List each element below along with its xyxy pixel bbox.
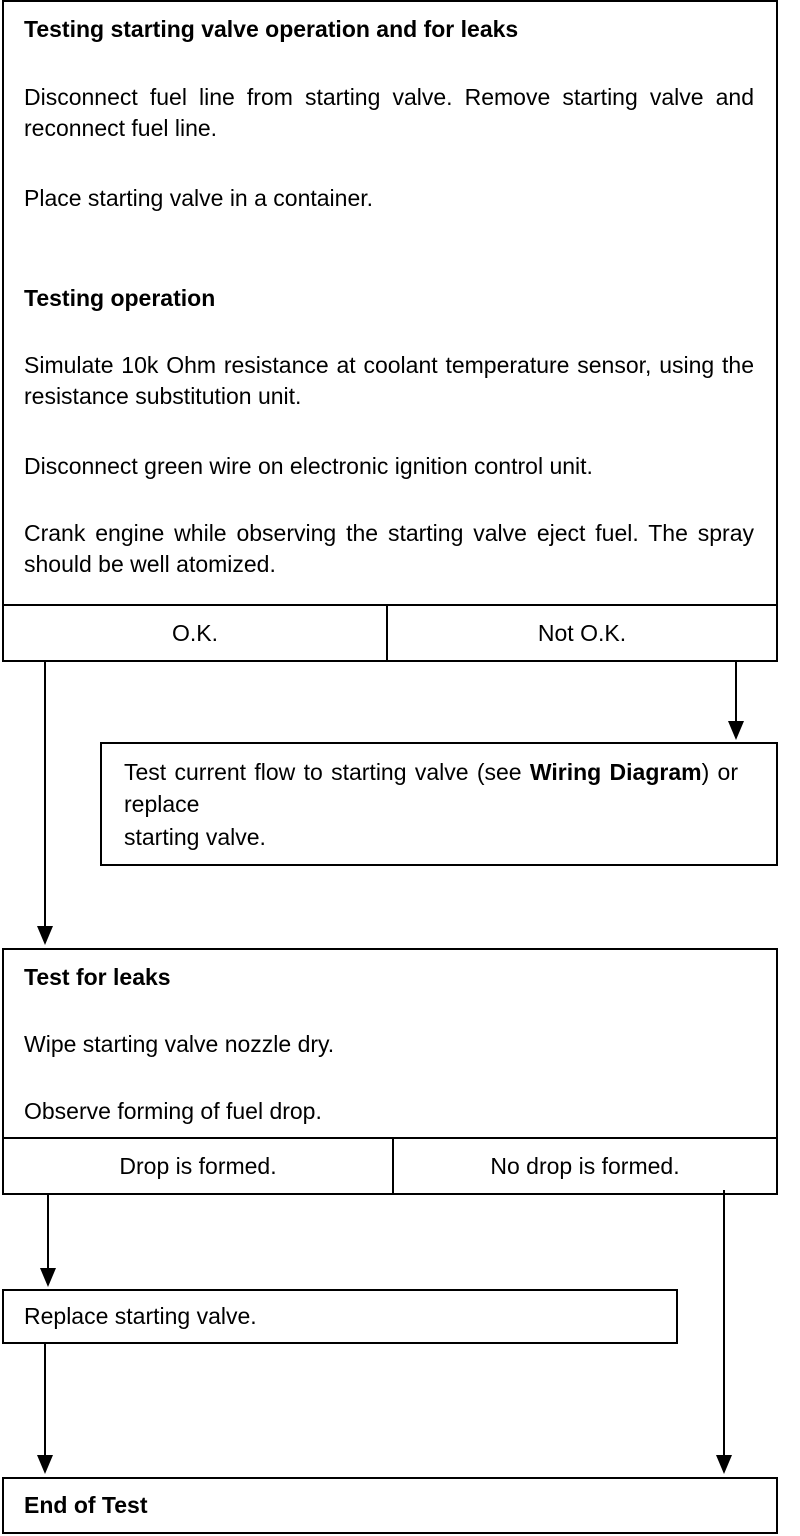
arrowhead-replace [40,1268,56,1287]
block1-title: Testing starting valve operation and for leaks [24,16,519,42]
arrowhead-leak-test [37,926,53,945]
replace-valve-text: Replace starting valve. [24,1303,257,1329]
block1-ok-label: O.K. [171,619,218,646]
arrowhead-end-left [37,1455,53,1474]
current-flow-text-after: ) or replace [124,759,738,817]
block2-step-observe: Observe forming of fuel drop. [24,1098,322,1124]
block1-step-disconnect: Disconnect fuel line from starting valve. Remove starting valve and reconnect fuel line. [24,84,754,141]
current-flow-text: Test current flow to starting valve (see [124,759,530,785]
wiring-diagram-ref: Wiring Diagram [529,759,702,785]
block1-step-green-wire: Disconnect green wire on electronic ignition control unit. [24,453,593,479]
block2-title: Test for leaks [24,964,171,990]
block2-no-drop-label: No drop is formed. [490,1152,680,1179]
block1-step-container: Place starting valve in a container. [24,185,374,211]
arrowhead-end-right [716,1455,732,1474]
block1-subtitle: Testing operation [24,285,216,311]
block1-not-ok-label: Not O.K. [537,619,627,646]
block2-step-wipe: Wipe starting valve nozzle dry. [24,1031,335,1057]
arrowhead-current-flow [728,721,744,740]
block2-drop-label: Drop is formed. [119,1152,277,1179]
block1-step-simulate: Simulate 10k Ohm resistance at coolant temperature sensor, using the resistance substitution unit. [24,352,754,409]
current-flow-line2: starting valve. [124,824,266,850]
end-of-test-text: End of Test [24,1492,148,1518]
block1-step-crank: Crank engine while observing the starting valve eject fuel. The spray should be well atomized. [24,520,754,577]
